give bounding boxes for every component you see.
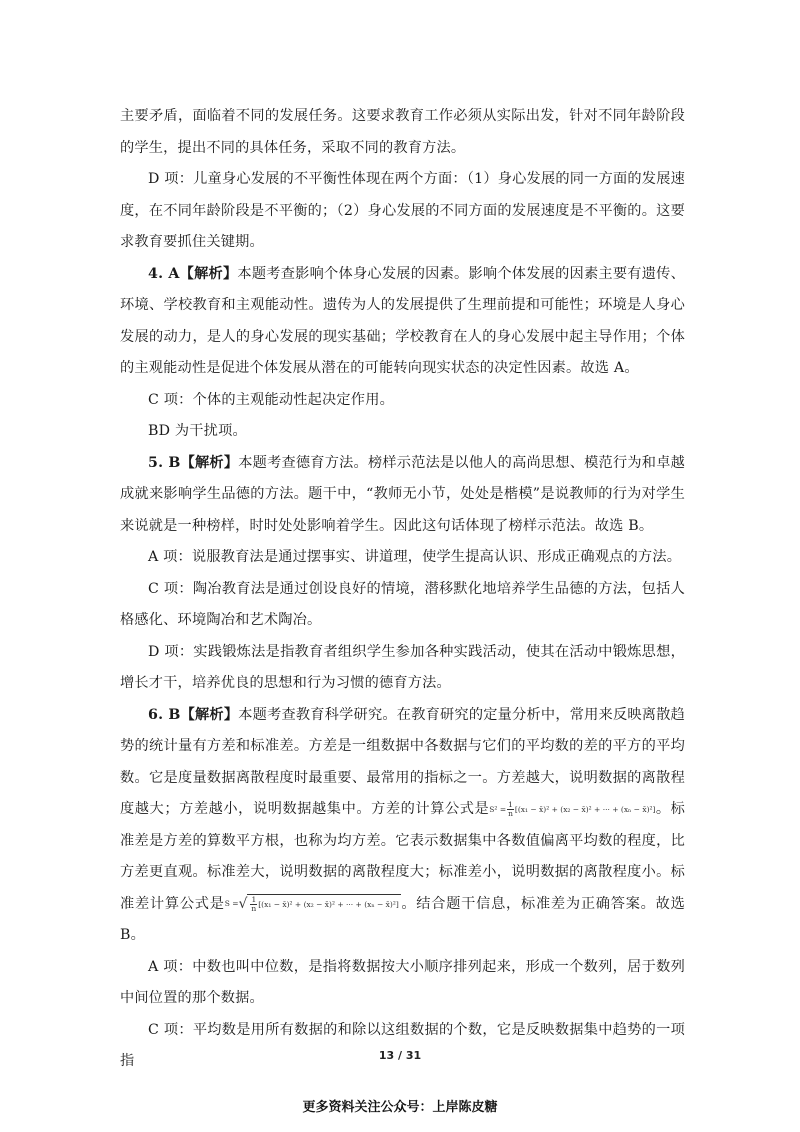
paragraph-text: 本题考查教育科学研究。在教育研究的定量分析中，常用来反映离散趋势的统计量有方差和标准差。方差是一组数据中各数据与它们的平均数的差的平方的平均数。它是度量数据离散程度时最重要、最常用的指标之一。方差越大，说明数据的离散程度越大；方差越小，说明数据越集中。方差的计算公式是 [120, 706, 686, 817]
variance-formula [489, 801, 655, 818]
paragraph: A 项：中数也叫中位数，是指将数据按大小顺序排列起来，形成一个数列，居于数列中间位置的那个数据。 [120, 958, 685, 1006]
paragraph: C 项：陶冶教育法是通过创设良好的情境，潜移默化地培养学生品德的方法，包括人格感化、环境陶冶和艺术陶冶。 [120, 580, 685, 628]
paragraph: 主要矛盾，面临着不同的发展任务。这要求教育工作必须从实际出发，针对不同年龄阶段的学生，提出不同的具体任务，采取不同的教育方法。 [120, 108, 685, 156]
paragraph: D 项：实践锻炼法是指教育者组织学生参加各种实践活动，使其在活动中锻炼思想，增长才干，培养优良的思想和行为习惯的德育方法。 [120, 643, 685, 691]
formula-fraction [507, 801, 514, 818]
paragraph-text: 本题考查德育方法。榜样示范法是以他人的高尚思想、模范行为和卓越成就来影响学生品德的方法。题干中，“教师无小节，处处是楷模”是说教师的行为对学生来说就是一种榜样，时时处处影响着学生。因此这句话体现了榜样示范法。故选 B。 [120, 454, 686, 534]
fraction-denominator: n [251, 904, 257, 913]
page-number: 13 / 31 [378, 1049, 422, 1062]
fraction-numerator: 1 [508, 799, 513, 809]
answer-lead: 6. B【解析】 [148, 706, 239, 723]
paragraph: BD 为干扰项。 [148, 423, 247, 439]
paragraph [120, 259, 685, 385]
std-formula [225, 894, 401, 913]
formula-body: [(x₁ − x̄)² + (x₂ − x̄)² + ··· + (xₙ − x̄)²] [514, 804, 656, 814]
paragraph [120, 700, 685, 952]
radical-sign-icon: √ [238, 895, 248, 912]
answer-lead: 4. A【解析】 [148, 265, 238, 282]
paragraph: C 项：平均数是用所有数据的和除以这组数据的个数，它是反映数据集中趋势的一项指 [120, 1021, 685, 1069]
formula-body: [(x₁ − x̄)² + (x₂ − x̄)² + ··· + (xₙ − x̄)²] [258, 900, 399, 909]
page-footer: 更多资料关注公众号：上岸陈皮糖 [302, 1100, 498, 1115]
paragraph: D 项：儿童身心发展的不平衡性体现在两个方面：（1）身心发展的同一方面的发展速度，在不同年龄阶段是不平衡的；（2）身心发展的不同方面的发展速度是不平衡的。这要求教育要抓住关键期。 [120, 171, 685, 250]
paragraph: A 项：说服教育法是通过摆事实、讲道理，使学生提高认识、形成正确观点的方法。 [148, 549, 682, 565]
page-body [120, 101, 685, 1078]
paragraph: C 项：个体的主观能动性起决定作用。 [148, 391, 394, 408]
paragraph-text: 。结合题干信息，标准差为正确答案。故选 B。 [120, 895, 685, 943]
square-root [239, 894, 401, 913]
formula-lhs: S = [224, 899, 239, 908]
paragraph [120, 448, 685, 543]
fraction-denominator: n [508, 808, 513, 818]
answer-lead: 5. B【解析】 [148, 454, 239, 471]
fraction-numerator: 1 [251, 895, 257, 904]
formula-fraction [250, 896, 257, 913]
paragraph-text: 。标准差是方差的算数平方根，也称为均方差。它表示数据集中各数值偏离平均数的程度，比方差更直观。标准差大，说明数据的离散程度大；标准差小，说明数据的离散程度小。标准差计算公式是 [120, 801, 685, 912]
formula-lhs: S² = [489, 804, 507, 814]
paragraph-text: 本题考查影响个体身心发展的因素。影响个体发展的因素主要有遗传、环境、学校教育和主观能动性。遗传为人的发展提供了生理前提和可能性；环境是人身心发展的动力，是人的身心发展的现实基础；学校教育在人的身心发展中起主导作用；个体的主观能动性是促进个体发展从潜在的可能转向现实状态的决定性因素。故选 A。 [120, 265, 685, 376]
